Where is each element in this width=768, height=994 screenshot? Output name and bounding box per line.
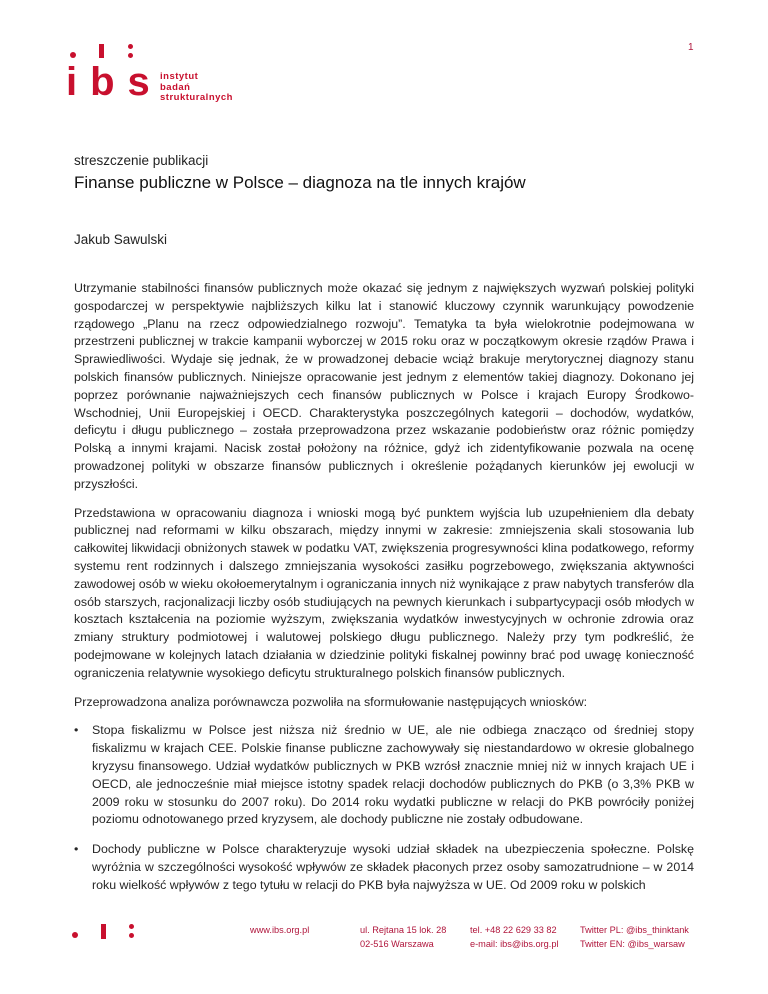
bullet-icon: •	[74, 723, 79, 738]
email-link[interactable]: e-mail: ibs@ibs.org.pl	[470, 938, 559, 949]
twitter-en-link[interactable]: Twitter EN: @ibs_warsaw	[580, 938, 685, 949]
paragraph: Utrzymanie stabilności finansów publicznych może okazać się jednym z największych wyzwań polskiej polityki gospodarczej w perspektywie najbliższych kilku lat i stanowić kluczowy czynnik warunkujący powodzenie rządowego „Planu na rzecz odpowiedzialnego rozwoju”. Tematyka ta była wielokrotnie podejmowana w przestrzeni publicznej w trakcie kampanii wyborczej w 2015 roku oraz w początkowym okresie rządów Prawa i Sprawiedliwości. Wydaje się jednak, że w prowadzonej debacie wciąż brakuje merytorycznej diagnozy stanu polskich finansów publicznych. Niniejsze opracowanie jest jednym z elementów takiej diagnozy. Dokonano jej poprzez porównanie najważniejszych cech finansów publicznych w Polsce i krajach Europy Środkowo-Wschodniej, Unii Europejskiej i OECD. Charakterystyka poszczególnych kategorii – dochodów, wydatków, deficytu i długu publicznego – została przeprowadzona przez wskazanie podobieństw oraz różnic pomiędzy Polską a innymi krajami. Nacisk został położony na różnice, gdyż ich zidentyfikowanie pozwala na ocenę prowadzonej polityki w obszarze finansów publicznych i określenie pożądanych kierunków jej ewolucji w przyszłości.	[74, 281, 694, 491]
page-number: 1	[688, 42, 694, 53]
footer-social	[580, 924, 689, 951]
bullet-icon: •	[74, 842, 79, 857]
footer-contact	[470, 924, 558, 951]
phone-number: tel. +48 22 629 33 82	[470, 925, 557, 935]
website-link[interactable]: www.ibs.org.pl	[250, 925, 310, 935]
paragraph: Przedstawiona w opracowaniu diagnoza i wnioski mogą być punktem wyjścia lub uzupełnieniem dla debaty publicznej nad reformami w kilku obszarach, między innymi w zakresie: zmniejszenia skali stosowania lub całkowitej likwidacji obniżonych stawek w podatku VAT, zwiększenia progresywności klina podatkowego, reformy systemu rent rodzinnych i dalszego zmniejszania wysokości zasiłku pogrzebowego, zwiększania aktywności zawodowej osób w wieku okołoemerytalnym i ograniczania innych niż wynikające z praw nabytych transferów dla osób starszych, racjonalizacji liczby osób studiujących na pewnych kierunkach i subpartycypacji osób młodych w kosztach kształcenia na poziomie wyższym, zwiększania wydatków inwestycyjnych w ochronie zdrowia oraz zmiany struktury podmiotowej i walutowej polskiego długu publicznego. Należy przy tym podkreślić, że podejmowane w kolejnych latach działania w dziedzinie polityki fiskalnej powinny brać pod uwagę konieczność ograniczenia relatywnie wysokiego deficytu strukturalnego polskich finansów publicznych.	[74, 505, 694, 680]
document-type-label: streszczenie publikacji	[74, 153, 209, 168]
author-name: Jakub Sawulski	[74, 232, 168, 247]
footer-address: ul. Rejtana 15 lok. 28 02-516 Warszawa	[360, 925, 447, 949]
list-item-text: Dochody publiczne w Polsce charakteryzuje wysoki udział składek na ubezpieczenia społeczne. Polskę wyróżnia w szczególności wysokość wpływów ze składek płaconych przez osoby samozatrudnione – w 2014 roku wielkość wpływów z tego tytułu w relacji do PKB była najwyższa w UE. Od 2009 roku w polskich	[92, 842, 694, 892]
ibs-logo	[66, 42, 236, 112]
document-title: Finanse publiczne w Polsce – diagnoza na tle innych krajów	[74, 173, 526, 192]
list-item-text: Stopa fiskalizmu w Polsce jest niższa niż średnio w UE, ale nie odbiega znacząco od średniej stopy fiskalizmu w krajach CEE. Polskie finanse publiczne zachowywały się niestandardowo w okresie globalnego kryzysu finansowego. Udział wydatków publicznych w PKB wzrósł znacznie mniej niż w innych krajach UE i OECD, ale jednocześnie miał miejsce istotny spadek relacji dochodów publicznych do PKB (o 3,3% PKB w 2009 roku w stosunku do 2007 roku). Do 2014 roku wydatki publiczne w relacji do PKB powróciły poniżej poziomu odnotowanego przed kryzysem, ale dochody publiczne nie zostały odbudowane.	[92, 723, 694, 827]
footer-website	[250, 924, 309, 938]
logo-subtitle: instytut badań strukturalnych	[160, 71, 233, 103]
footer-logo	[66, 924, 146, 944]
list-item	[74, 841, 694, 894]
list-item	[74, 722, 694, 829]
twitter-pl-link[interactable]: Twitter PL: @ibs_thinktank	[580, 925, 689, 935]
logo-wordmark: ibs	[66, 60, 163, 104]
paragraph: Przeprowadzona analiza porównawcza pozwoliła na sformułowanie następujących wniosków:	[74, 694, 588, 709]
document-body	[74, 280, 694, 907]
conclusions-list	[74, 722, 694, 894]
